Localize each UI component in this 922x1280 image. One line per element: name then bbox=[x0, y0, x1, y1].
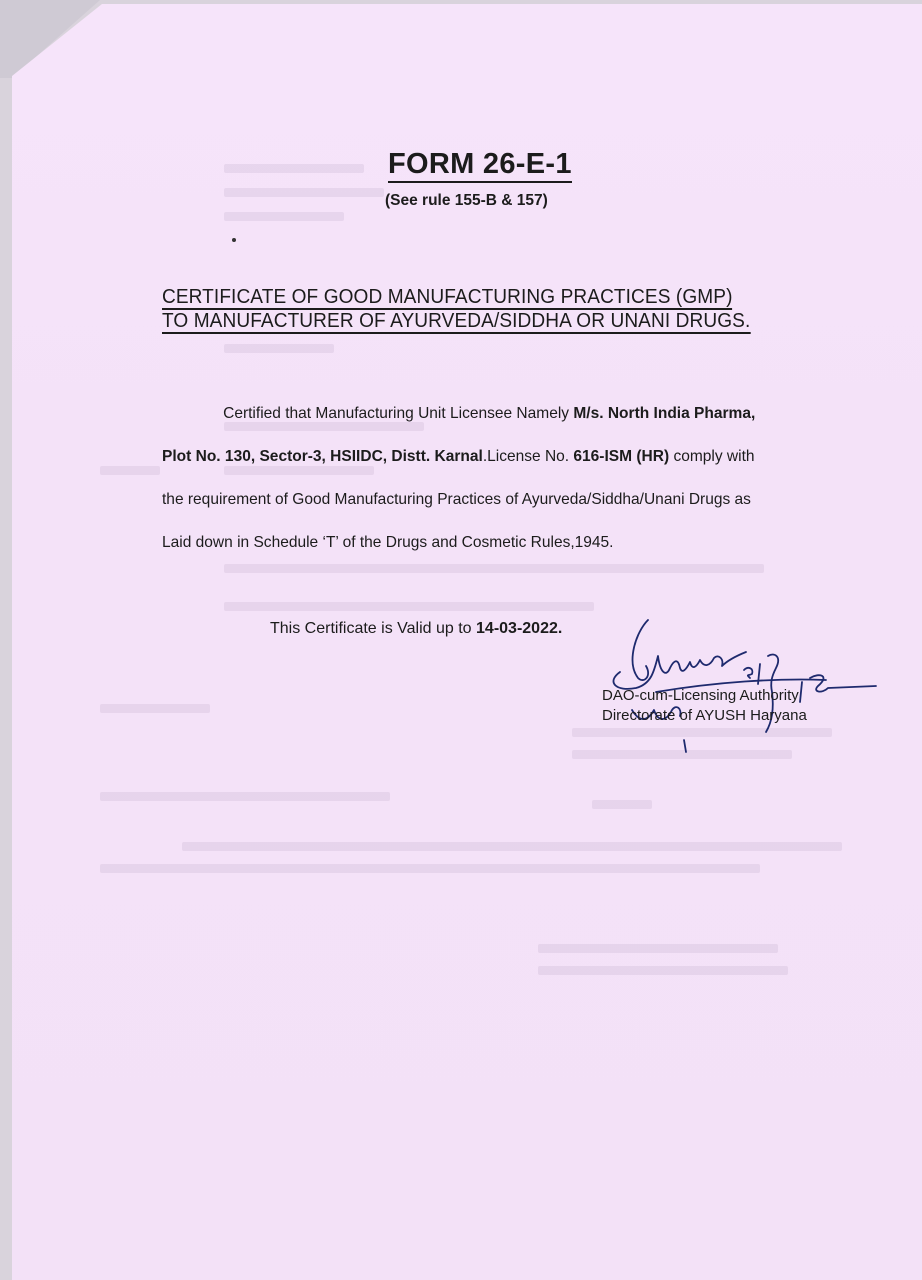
form-number-title: FORM 26-E-1 bbox=[388, 148, 572, 183]
bleed-through-mark bbox=[100, 466, 160, 475]
body-line-2 bbox=[162, 435, 860, 478]
validity-statement bbox=[270, 620, 562, 638]
bleed-through-mark bbox=[224, 164, 364, 173]
body-line-3: the requirement of Good Manufacturing Practices of Ayurveda/Siddha/Unani Drugs as bbox=[162, 491, 751, 508]
license-number: 616-ISM (HR) bbox=[573, 448, 670, 465]
bleed-through-mark bbox=[224, 188, 384, 197]
body-text-segment: .License No. bbox=[482, 448, 574, 465]
bleed-through-mark bbox=[224, 344, 334, 353]
signatory-office: Directorate of AYUSH Haryana bbox=[602, 707, 807, 724]
certificate-body bbox=[162, 392, 882, 564]
bleed-through-mark bbox=[224, 212, 344, 221]
signature-date-stroke bbox=[810, 675, 876, 691]
bleed-through-mark bbox=[224, 564, 764, 573]
licensee-address: Plot No. 130, Sector-3, HSIIDC, Distt. Karnal bbox=[162, 448, 483, 465]
licensee-name: M/s. North India Pharma, bbox=[573, 405, 756, 422]
stray-mark bbox=[232, 238, 236, 242]
rule-reference: (See rule 155-B & 157) bbox=[385, 192, 548, 209]
certificate-heading bbox=[162, 286, 842, 334]
bleed-through-mark bbox=[592, 800, 652, 809]
body-line-1 bbox=[162, 392, 860, 435]
body-text-segment: comply with bbox=[669, 448, 755, 465]
bleed-through-mark bbox=[538, 944, 778, 953]
signature-stroke bbox=[684, 740, 686, 752]
signature-date-stroke bbox=[744, 668, 752, 678]
bleed-through-mark bbox=[100, 704, 210, 713]
body-line-4: Laid down in Schedule ‘T’ of the Drugs and Cosmetic Rules,1945. bbox=[162, 534, 614, 551]
signature-stroke bbox=[633, 620, 649, 680]
signatory-block bbox=[602, 686, 807, 726]
body-text-segment: Certified that Manufacturing Unit Licensee Namely bbox=[223, 405, 574, 422]
bleed-through-mark bbox=[100, 792, 390, 801]
heading-line-2: TO MANUFACTURER OF AYURVEDA/SIDDHA OR UNANI DRUGS. bbox=[162, 309, 751, 332]
bleed-through-mark bbox=[224, 602, 594, 611]
heading-line-1: CERTIFICATE OF GOOD MANUFACTURING PRACTICES (GMP) bbox=[162, 285, 733, 308]
bleed-through-mark bbox=[182, 842, 842, 851]
bleed-through-mark bbox=[538, 966, 788, 975]
validity-text: This Certificate is Valid up to bbox=[270, 620, 477, 637]
validity-date: 14-03-2022. bbox=[476, 620, 563, 637]
bleed-through-mark bbox=[100, 864, 760, 873]
signatory-designation: DAO-cum-Licensing Authority bbox=[602, 687, 799, 704]
